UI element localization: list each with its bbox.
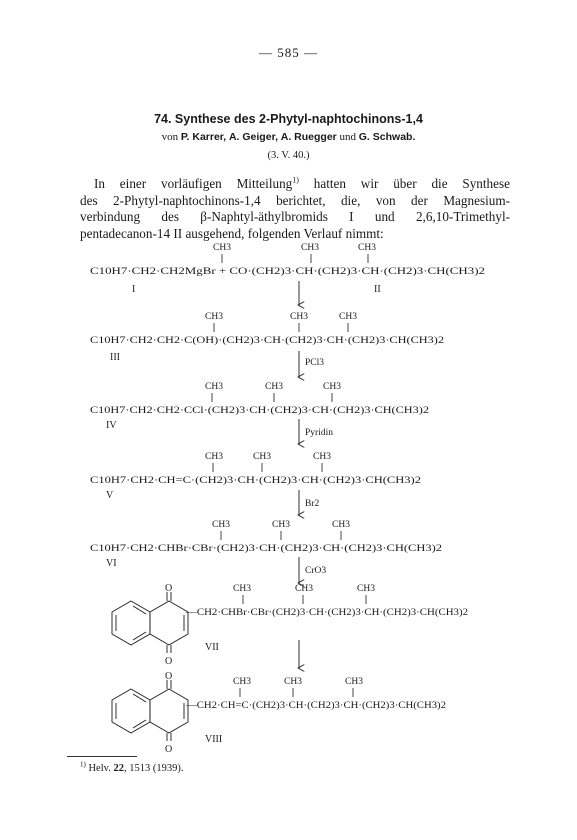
page-number: — 585 —	[259, 45, 318, 60]
reagent-pyridin: Pyridin	[305, 428, 333, 438]
footnote-marker: 1)	[80, 760, 86, 769]
compound-row-2: C10H7·CH2·CH2·C(OH)·(CH2)3·CH·(CH2)3·CH·(CH2)3·CH(CH3)2	[90, 336, 364, 346]
compound-row-6: —CH2·CHBr·CBr·(CH2)3·CH·(CH2)3·CH·(CH2)3·CH(CH3)2	[186, 608, 433, 618]
scheme-row-5	[90, 520, 442, 583]
compound-label-V: V	[106, 490, 114, 501]
scheme-row-3	[90, 382, 429, 444]
compound-row-7: —CH2·CH=C·(CH2)3·CH·(CH2)3·CH·(CH2)3·CH(CH3)2	[186, 701, 417, 711]
authors-prefix: von	[161, 131, 179, 143]
oxygen-atom: O	[165, 744, 173, 755]
article-title: 74. Synthese des 2-Phytyl-naphtochinons-1,4	[154, 112, 423, 126]
intro-line-3: verbindung des β-Naphtyl-äthylbromids I und 2,6,10-Trimethyl-	[80, 209, 510, 224]
ch3-label: CH3	[233, 584, 251, 594]
ch3-label: CH3	[290, 312, 308, 322]
compound-label-VI: VI	[106, 558, 117, 569]
footnote-volume: 22	[113, 763, 124, 774]
ch3-label: CH3	[272, 520, 290, 530]
scheme-row-1	[90, 243, 485, 305]
ch3-label: CH3	[212, 520, 230, 530]
ch3-label: CH3	[345, 677, 363, 687]
reagent-br2: Br2	[305, 499, 320, 509]
compound-row-4: C10H7·CH2·CH=C·(CH2)3·CH·(CH2)3·CH·(CH2)3·CH(CH3)2	[90, 476, 342, 486]
ch3-label: CH3	[358, 243, 376, 253]
ch3-label: CH3	[213, 243, 231, 253]
ch3-label: CH3	[205, 382, 223, 392]
footnote-divider	[67, 756, 137, 757]
compound-row-5: C10H7·CH2·CHBr·CBr·(CH2)3·CH·(CH2)3·CH·(CH2)3·CH(CH3)2	[90, 544, 359, 554]
ch3-label: CH3	[284, 677, 302, 687]
authors-conjunction: und	[339, 131, 357, 143]
compound-label-III: III	[110, 352, 120, 363]
ch3-label: CH3	[205, 312, 223, 322]
scheme-row-7	[112, 671, 446, 755]
ch3-label: CH3	[295, 584, 313, 594]
compound-label-IV: IV	[106, 420, 117, 431]
scheme-row-6	[112, 583, 468, 668]
author-2: A. Geiger,	[228, 131, 278, 143]
naphthoquinone-ring	[112, 680, 188, 741]
compound-row-3: C10H7·CH2·CH2·CCl·(CH2)3·CH·(CH2)3·CH·(CH2)3·CH(CH3)2	[90, 406, 353, 416]
ch3-label: CH3	[253, 452, 271, 462]
footnote-journal: Helv.	[88, 763, 111, 774]
ch3-label: CH3	[301, 243, 319, 253]
reagent-pcl3: PCl3	[305, 358, 325, 368]
ch3-label: CH3	[323, 382, 341, 392]
oxygen-atom: O	[165, 583, 173, 594]
compound-label-II: II	[374, 284, 381, 295]
reagent-cro3: CrO3	[305, 566, 327, 576]
scheme-row-2	[90, 312, 444, 377]
ch3-label: CH3	[313, 452, 331, 462]
footnote-ref: 1)	[292, 175, 299, 185]
ch3-label: CH3	[233, 677, 251, 687]
compound-row-1: C10H7·CH2·CH2MgBr + CO·(CH2)3·CH·(CH2)3·CH·(CH2)3·CH(CH3)2	[90, 267, 381, 277]
ch3-label: CH3	[332, 520, 350, 530]
author-4: G. Schwab.	[358, 131, 416, 143]
footnote-reference: , 1513 (1939).	[123, 763, 184, 774]
author-3: A. Ruegger	[280, 131, 337, 143]
compound-label-I: I	[132, 284, 136, 295]
ch3-label: CH3	[357, 584, 375, 594]
footnote	[80, 760, 184, 774]
ch3-label: CH3	[339, 312, 357, 322]
intro-line-4: pentadecanon-14 II ausgehend, folgenden Verlauf nimmt:	[80, 225, 384, 241]
compound-label-VII: VII	[205, 642, 219, 653]
oxygen-atom: O	[165, 671, 173, 682]
ch3-label: CH3	[265, 382, 283, 392]
author-1: P. Karrer,	[180, 131, 227, 143]
oxygen-atom: O	[165, 656, 173, 667]
intro-line-1: In einer vorläufigen Mitteilung$^{1)}$ hatten wir über die Synthese	[94, 175, 510, 191]
intro-line-2: des 2-Phytyl-naphtochinons-1,4 berichtet, die, von der Magnesium-	[80, 192, 510, 208]
scheme-row-4	[90, 452, 421, 515]
ch3-label: CH3	[205, 452, 223, 462]
naphthoquinone-ring	[112, 592, 188, 653]
compound-label-VIII: VIII	[205, 734, 223, 745]
received-date: (3. V. 40.)	[267, 150, 310, 161]
